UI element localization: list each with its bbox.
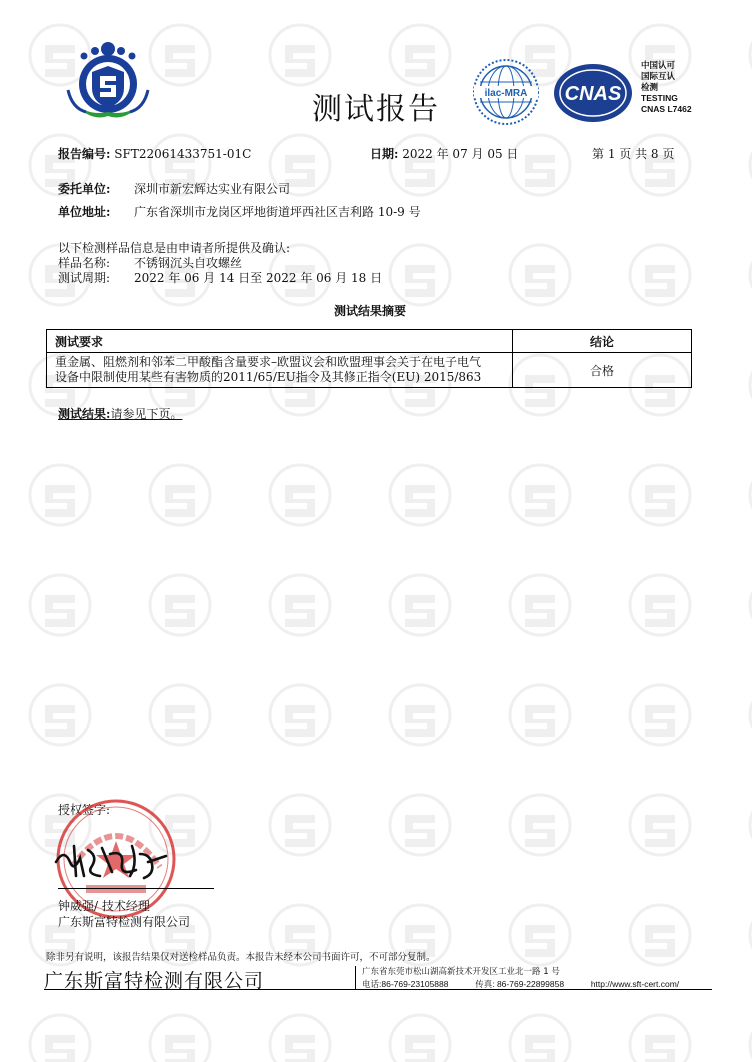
footer-separator xyxy=(355,966,356,990)
report-date-label: 日期: xyxy=(370,147,399,161)
footer-phone: 电话:86-769-23105888 xyxy=(362,979,449,989)
client-address-value: 广东省深圳市龙岗区坪地街道坪西社区吉利路 10-9 号 xyxy=(134,205,421,219)
requirement-line: 设备中限制使用某些有害物质的2011/65/EU指令及其修正指令(EU) 2015/863 xyxy=(55,370,482,384)
col-conclusion: 结论 xyxy=(513,330,692,353)
sample-name-label: 样品名称: xyxy=(58,256,111,270)
sft-logo-icon xyxy=(62,38,154,124)
page-info: 第 1 页 共 8 页 xyxy=(592,147,675,161)
sample-name-value: 不锈钢沉头自攻螺丝 xyxy=(134,256,243,270)
report-number xyxy=(58,145,251,162)
requirement-line: 重金属、阻燃剂和邻苯二甲酸酯含量要求–欧盟议会和欧盟理事会关于在电子电气 xyxy=(55,355,482,369)
client-unit-value: 深圳市新宏辉达实业有限公司 xyxy=(134,182,291,196)
cnas-logo-icon xyxy=(552,62,634,124)
test-period-value: 2022 年 06 月 14 日至 2022 年 06 月 18 日 xyxy=(134,271,383,285)
footer-company-name: 广东斯富特检测有限公司 xyxy=(44,970,265,992)
footer-disclaimer: 除非另有说明，该报告结果仅对送检样品负责。本报告未经本公司书面许可，不可部分复制。 xyxy=(46,952,436,963)
cnas-line: CNAS L7462 xyxy=(641,104,692,114)
sample-intro: 以下检测样品信息是由申请者所提供及确认: xyxy=(58,241,291,255)
page-title: 测试报告 xyxy=(312,92,440,127)
cnas-accreditation-text xyxy=(641,60,692,115)
summary-table xyxy=(46,329,692,388)
signer-name: 钟威强/ 技术经理 xyxy=(58,899,150,913)
cnas-line: 国际互认 xyxy=(641,71,676,81)
table-header-row xyxy=(47,330,692,353)
cnas-line: 中国认可 xyxy=(641,60,676,70)
cnas-line: 检测 xyxy=(641,82,659,92)
report-number-value: SFT22061433751-01C xyxy=(114,147,252,161)
authorized-signature-label: 授权签字: xyxy=(58,803,111,817)
footer-rule xyxy=(44,989,712,990)
test-result-label: 测试结果: xyxy=(58,407,111,421)
client-address-label: 单位地址: xyxy=(58,205,111,219)
test-result-value: 请参见下页。 xyxy=(110,407,183,421)
ilac-mra-logo-icon xyxy=(472,58,540,126)
conclusion-cell: 合格 xyxy=(513,353,692,388)
col-requirement: 测试要求 xyxy=(47,330,513,353)
svg-text:CNAS: CNAS xyxy=(564,83,622,105)
report-date-value: 2022 年 07 月 05 日 xyxy=(402,147,519,161)
report-number-label: 报告编号: xyxy=(58,147,111,161)
svg-text:ilac-MRA: ilac-MRA xyxy=(484,88,528,99)
requirement-cell xyxy=(47,353,513,388)
signer-company: 广东斯富特检测有限公司 xyxy=(58,915,191,929)
handwritten-signature-icon xyxy=(52,840,170,884)
footer-address: 广东省东莞市松山湖高新技术开发区工业北一路 1 号 xyxy=(362,967,560,977)
footer-fax: 传真: 86-769-22899858 xyxy=(475,979,565,989)
report-date xyxy=(370,145,518,162)
test-result xyxy=(58,405,182,422)
cnas-line: TESTING xyxy=(641,93,678,103)
table-row xyxy=(47,353,692,388)
footer-website[interactable]: http://www.sft-cert.com/ xyxy=(590,979,680,989)
client-unit-label: 委托单位: xyxy=(58,182,111,196)
signature-line xyxy=(58,888,214,889)
summary-heading: 测试结果摘要 xyxy=(334,304,407,318)
test-period-label: 测试周期: xyxy=(58,271,111,285)
